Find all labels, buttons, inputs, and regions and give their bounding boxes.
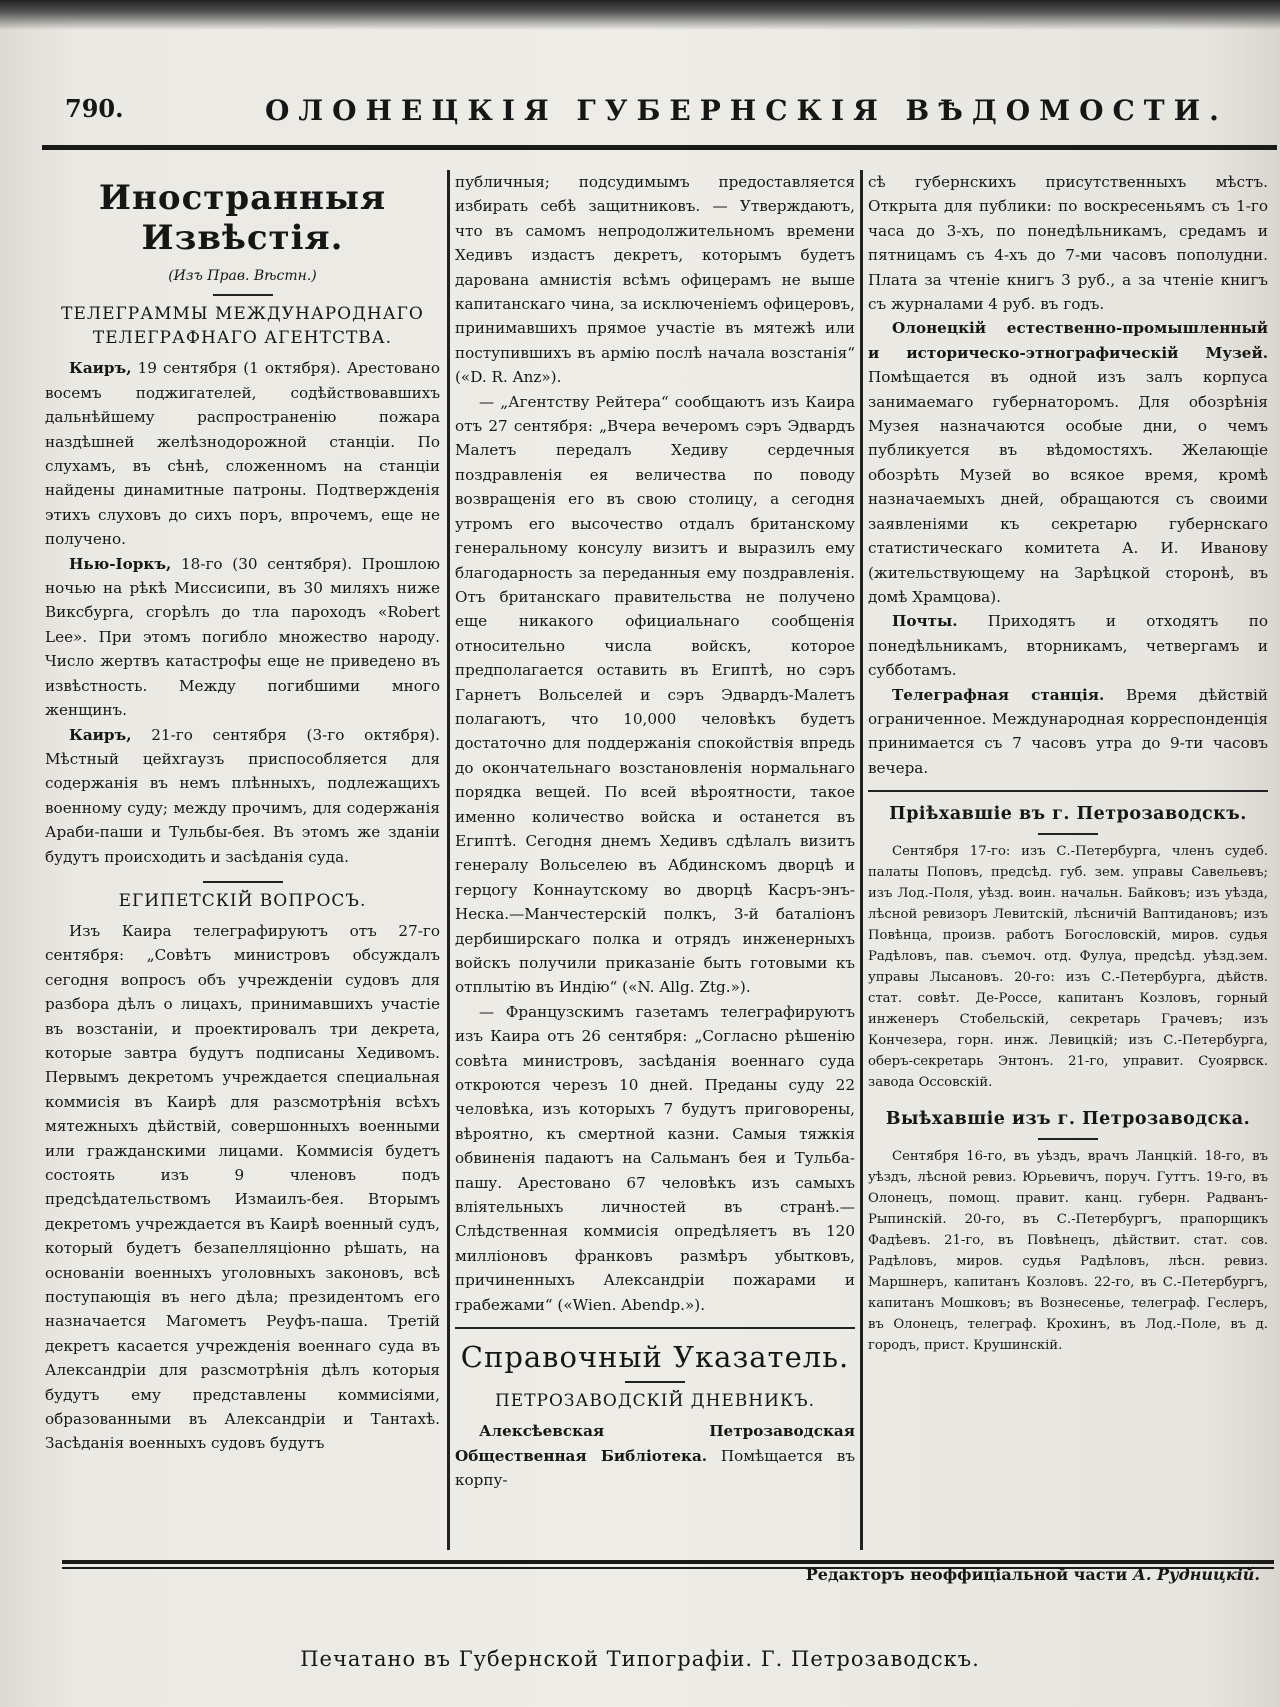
post-name: Почты. [892,612,958,631]
column-1 [45,170,440,1456]
library-entry [455,1419,855,1492]
telegraph-text: Время дѣйствій ограниченное. Международная корреспонденція принимается съ 7 часовъ утра до 9-ти часовъ вечера. [868,685,1268,777]
column-divider-1 [447,170,450,1550]
column-divider-2 [860,170,863,1550]
telegraph-name: Телеграфная станція. [892,685,1105,704]
post-entry [868,609,1268,682]
article-paragraph: публичныя; подсудимымъ предоставляется избирать себѣ защитниковъ. — Утверждаютъ, что въ самомъ непродолжительномъ времени Хедивъ издастъ декретъ, которымъ будетъ дарована амнистія всѣмъ офицерамъ не выше капитанскаго чина, за исключеніемъ офицеровъ, принимавшихъ прямое участіе въ мятежѣ или поступившихъ въ армію послѣ начала возстанія“ («D. R. Anz»). [455,173,855,387]
newspaper-title: ОЛОНЕЦКІЯ ГУБЕРНСКІЯ ВѢДОМОСТИ. [265,94,1228,127]
scan-shadow [0,0,1280,30]
section-rule [455,1327,855,1329]
library-continuation: сѣ губернскихъ присутственныхъ мѣстъ. Открыта для публики: по воскресеньямъ съ 1-го часа до 3-хъ, по понедѣльникамъ, средамъ и пятницамъ съ 4-хъ до 7-ми часовъ пополудни. Плата за чтеніе книгъ 3 руб., а за чтеніе книгъ съ журналами 4 руб. въ годъ. [868,173,1268,314]
telegram-header: ТЕЛЕГРАММЫ МЕЖДУНАРОДНАГО ТЕЛЕГРАФНАГО АГЕНТСТВА. [61,304,424,349]
header-rule [42,145,1277,150]
page-header [55,92,1235,132]
news-text: 18-го (30 сентября). Прошлою ночью на рѣкѣ Миссисипи, въ 30 миляхъ ниже Виксбурга, сгорѣлъ до тла пароходъ «Robert Lee». При этомъ погибло множество народу. Число жертвъ катастрофы еще не приведено въ извѣстность. Между погибшими много женщинъ. [45,554,440,720]
short-rule [1038,833,1098,835]
reference-index-title: Справочный Указатель. [460,1340,850,1375]
column-3 [868,170,1268,1356]
article-paragraph: — „Агентству Рейтера“ сообщаютъ изъ Каира отъ 27 сентября: „Вчера вечеромъ сэръ Эдвардъ Малетъ передалъ Хедиву сердечныя поздравленія ея величества по поводу возвращенія его въ свою столицу, а сегодня утромъ его высочество отдалъ британскому генеральному консулу визитъ и выразилъ ему благодарность за переданныя ему поздравленія. Отъ британскаго правительства не получено еще никакого официальнаго сообщенія относительно числа войскъ, которое предполагается оставить въ Египтѣ, но сэръ Гарнетъ Вольселей и сэръ Эдвардъ-Малетъ полагаютъ, что 10,000 человѣкъ будетъ достаточно для поддержанія спокойствія впредь до окончательнаго возстановленія нормальнаго порядка вещей. По всей вѣроятности, такое именно количество войска и останется въ Египтѣ. Сегодня днемъ Хедивъ сдѣлалъ визитъ генералу Вольселею въ Абдинскомъ дворцѣ и герцогу Коннаутскому во дворцѣ Касръ-энъ-Неска.—Манчестерскій полкъ, 3-й баталіонъ дербиширскаго полка и отрядъ инженерныхъ войскъ получили приказаніе быть готовыми къ отплытію въ Индію“ («N. Allg. Ztg.»). [455,392,855,997]
news-text: 21-го сентября (3-го октября). Мѣстный цейхгаузъ приспособляется для содержанія въ немъ плѣнныхъ, подлежащихъ военному суду; между прочимъ, для содержанія Араби-паши и Тульбы-бея. Въ этомъ же зданіи будутъ происходить и засѣданія суда. [45,725,440,866]
place-name: Нью-Іоркъ, [69,554,172,573]
short-rule [1038,1138,1098,1140]
museum-name: Олонецкій естественно-промышленный и историческо-этнографическій Музей. [868,319,1268,362]
short-rule [625,1381,685,1383]
place-name: Каиръ, [69,725,132,744]
short-rule [203,881,283,883]
news-item [45,723,440,869]
source-note: (Изъ Прав. Вѣстн.) [168,268,317,284]
news-item [45,356,440,551]
editor-label: Редакторъ неоффиціальной части [805,1565,1128,1584]
post-text: Приходятъ и отходятъ по понедѣльникамъ, вторникамъ, четвергамъ и субботамъ. [868,612,1268,680]
museum-text: Помѣщается въ одной изъ залъ корпуса занимаемаго губернаторомъ. Для обозрѣнія Музея назначаются особые дни, о чемъ публикуется въ вѣдомостяхъ. Желающіе обозрѣть Музей во всякое время, кромѣ назначаемыхъ дней, обращаются съ своими заявленіями къ секретарю губернскаго статистическаго комитета А. И. Иванову (жительствующему на Зарѣцкой сторонѣ, въ домѣ Храмцова). [868,368,1268,606]
arrived-title: Пріѣхавшіе въ г. Петрозаводскъ. [889,804,1247,825]
footer-rule [62,1560,1274,1564]
place-name: Каиръ, [69,359,132,378]
library-name: Алексѣевская Петрозаводская Общественная Библіотека. [455,1422,855,1465]
diary-header: ПЕТРОЗАВОДСКІЙ ДНЕВНИКЪ. [494,1391,816,1412]
column-2 [455,170,855,1492]
section-rule [868,790,1268,792]
printer-imprint: Печатано въ Губернской Типографіи. Г. Петрозаводскъ. [300,1647,980,1671]
short-rule [213,294,273,296]
departed-list: Сентября 16-го, въ уѣздъ, врачъ Ланцкій. 18-го, въ уѣздъ, лѣсной ревиз. Юрьевичъ, поруч. Гуттъ. 19-го, въ Олонецъ, помощ. правит. канц. губерн. Радванъ-Рыпинскій. 20-го, въ С.-Петербургъ, прапорщикъ Фадѣевъ. 21-го, въ Повѣнецъ, дѣйствит. стат. сов. Радѣловъ, миров. судья Радѣловъ, лѣсн. ревиз. Маршнеръ, капитанъ Козловъ. 22-го, въ С.-Петербургъ, капитанъ Мошковъ; въ Вознесенье, телеграф. Геслеръ, въ Олонецъ, телеграф. Крохинъ, въ Лод.-Поле, въ д. городъ, прист. Крушинскій. [868,1149,1268,1354]
departed-title: Выѣхавшіе изъ г. Петрозаводска. [885,1109,1251,1130]
news-item [45,552,440,723]
arrived-list: Сентября 17-го: изъ С.-Петербурга, членъ судеб. палаты Поповъ, предсѣд. губ. зем. управы Савельевъ; изъ Лод.-Поля, уѣзд. воин. начальн. Байковъ; изъ уѣзда, лѣсной ревизоръ Левитскій, лѣсничій Ваптидановъ; изъ Повѣнца, произв. работъ Богословскій, миров. судья Радѣловъ, пав. съемоч. отд. Фулуа, предсѣд. уѣзд.зем. управы Лысановъ. 20-го: изъ С.-Петербурга, дѣйств. стат. совѣт. Де-Россе, капитанъ Козловъ, горный инженеръ Стобельскій, секретарь Грачевъ; изъ Кончезера, горн. инж. Левицкій; изъ С.-Петербурга, оберъ-секретарь Энтонъ. 21-го, управит. Суоярвск. завода Оссовскій. [868,844,1268,1091]
editor-name: А. Рудницкій. [1132,1565,1260,1584]
telegraph-entry [868,683,1268,781]
museum-entry [868,316,1268,609]
library-text: Помѣщается въ корпу- [455,1446,855,1489]
editor-line [760,1565,1260,1584]
article-paragraph: — Французскимъ газетамъ телеграфируютъ изъ Каира отъ 26 сентября: „Согласно рѣшенію совѣта министровъ, засѣданія военнаго суда откроются черезъ 10 дней. Преданы суду 22 человѣка, изъ которыхъ 7 будутъ приговорены, вѣроятно, къ смертной казни. Самыя тяжкія обвиненія падаютъ на Сальманъ бея и Тульба-пашу. Арестовано 67 человѣкъ изъ самыхъ вліятельныхъ личностей въ странѣ.—Слѣдственная коммисія опредѣляетъ въ 120 милліоновъ франковъ размѣръ убытковъ, причиненныхъ Александріи пожарами и грабежами“ («Wien. Abendp.»). [455,1002,855,1314]
egypt-question-header: ЕГИПЕТСКІЙ ВОПРОСЪ. [118,890,367,911]
news-text: 19 сентября (1 октября). Арестовано восемъ поджигателей, содѣйствовавшихъ дальнѣйшему распространенію пожара нaздѣшней желѣзнодорожной станціи. По слухамъ, въ сѣнѣ, сложенномъ на станціи найдены динамитные патроны. Подтвержденія этихъ слуховъ до сихъ поръ, впрочемъ, еще не получено. [45,359,440,549]
egypt-text: Изъ Каира телеграфируютъ отъ 27-го сентября: „Совѣтъ министровъ обсуждалъ сегодня вопросъ объ учрежденіи судовъ для разбора дѣлъ о лицахъ, принимавшихъ участіе въ возстаніи, и проектировалъ три декрета, которые завтра будутъ подписаны Хедивомъ. Первымъ декретомъ учреждается специальная коммисія въ Каирѣ для разсмотрѣнія всѣхъ мятежныхъ дѣйствій, совершонныхъ военными или гражданскими лицами. Коммисія будетъ состоять изъ 9 членовъ подъ предсѣдательствомъ Измаилъ-бея. Вторымъ декретомъ учреждается въ Каирѣ военный судъ, который будетъ безапелляціонно рѣшать, на основаніи военныхъ уголовныхъ законовъ, всѣ поступающія въ него дѣла; президентомъ его назначается Магометъ Реуфъ-паша. Третій декретъ касается учрежденія военнаго суда въ Александріи для разсмотрѣнія дѣлъ которыя будутъ ему представлены коммисіями, образованными въ Александріи и Тантахѣ. Засѣданія военныхъ судовъ будутъ [45,921,440,1453]
section-title-foreign-news: Иностранныя Извѣстія. [98,178,387,258]
page-number: 790. [65,94,124,123]
